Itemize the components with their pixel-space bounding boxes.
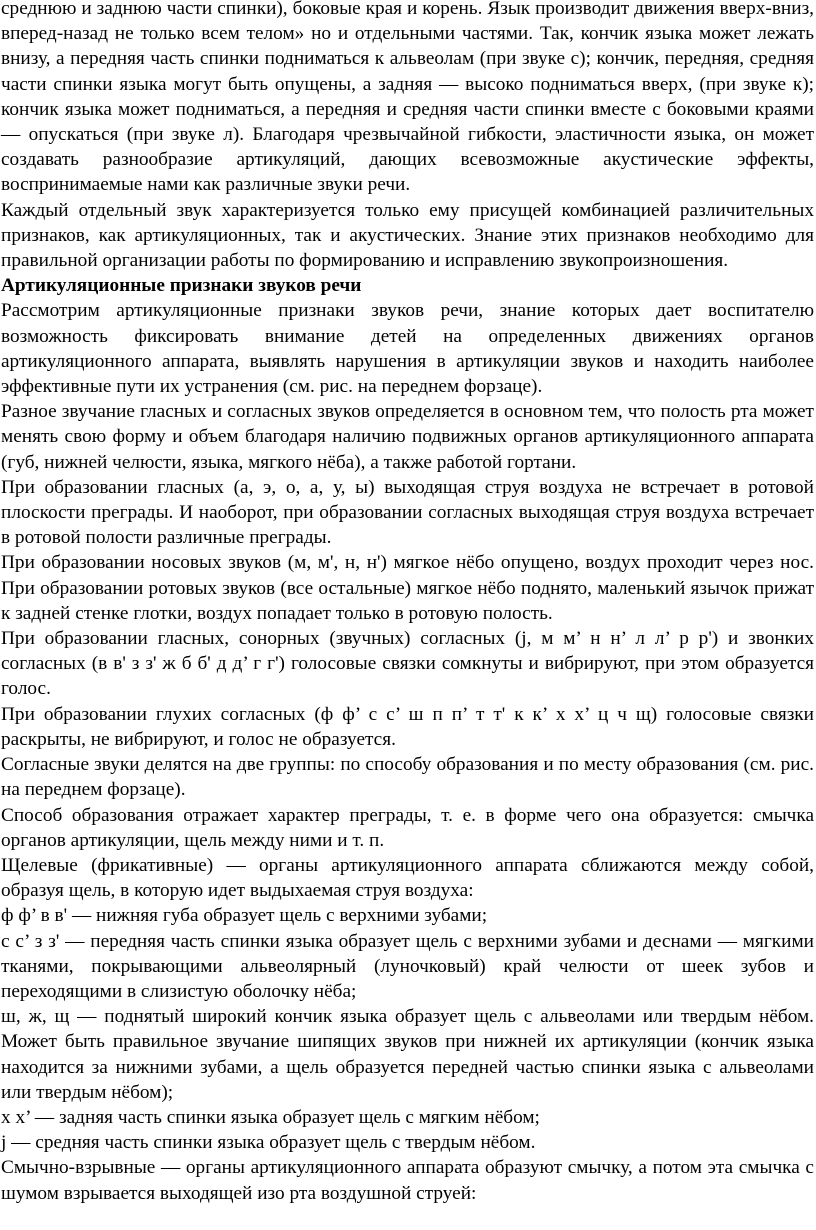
- list-item-velar: х х’ — задняя часть спинки языка образует щель с мягким нёбом;: [1, 1106, 540, 1128]
- list-item-dental: с с’ з з' — передняя часть спинки языка образует щель с верхними зубами и деснами — мягкими тканями, покрывающими альвеолярный (луночковый) край челюсти от шеек зубов и переходящими в слизистую оболочку нёба;: [1, 930, 814, 1002]
- paragraph-sound-features: Каждый отдельный звук характеризуется только ему присущей комбинацией различительных признаков, как артикуляционных, так и акустических. Знание этих признаков необходимо для правильной организации работы по формированию и исправлению звукопроизношения.: [1, 199, 814, 272]
- paragraph-voiced-sounds: При образовании гласных, сонорных (звучных) согласных (j, м м’ н н’ л л’ р р') и звонких согласных (в в' з з' ж б б' д д’ г г') голосовые связки сомкнуты и вибрируют, при этом образуется голос.: [1, 628, 814, 700]
- paragraph-fricatives: Щелевые (фрикативные) — органы артикуляционного аппарата сближаются между собой, образуя щель, в которую идет выдыхаемая струя воздуха:: [1, 854, 814, 902]
- list-item-labiodental: ф ф’ в в' — нижняя губа образует щель с верхними зубами;: [1, 905, 488, 927]
- paragraph-consonant-groups: Согласные звуки делятся на две группы: по способу образования и по месту образования (см. рис. на переднем форзаце).: [1, 754, 814, 801]
- paragraph-formation-method: Способ образования отражает характер преграды, т. е. в форме чего она образуется: смычка органов артикуляции, щель между ними и т. п.: [1, 804, 814, 851]
- list-item-palatal: j — средняя часть спинки языка образует щель с твердым нёбом.: [1, 1132, 536, 1154]
- paragraph-voiceless-sounds: При образовании глухих согласных (ф ф’ с с’ ш п п’ т т' к к’ х х’ ц ч щ) голосовые связки раскрыты, не вибрируют, и голос не образуется.: [1, 703, 814, 750]
- section-heading: Артикуляционные признаки звуков речи: [1, 275, 362, 297]
- paragraph-nasal-sounds: При образовании носовых звуков (м, м', н, н') мягкое нёбо опущено, воздух проходит через нос. При образовании ротовых звуков (все остальные) мягкое нёбо поднято, маленький язычок прижат к задней стенке глотки, воздух попадает только в ротовую полость.: [1, 552, 814, 624]
- paragraph-tongue-movements: среднюю и заднюю части спинки), боковые края и корень. Язык производит движения вверх-вниз, вперед-назад не только всем телом» но и отдельными частями. Так, кончик языка может лежать внизу, а передняя часть спинки подниматься к альвеолам (при звуке с); кончик, передняя, средняя части спинки языка могут быть опущены, а задняя — высоко подниматься вверх, (при звуке к); кончик языка может подниматься, а передняя и средняя части спинки вместе с боковыми краями — опускаться (при звуке л). Благодаря чрезвычайной гибкости, эластичности языка, он может создавать разнообразие артикуляций, дающих всевозможные акустические эффекты, воспринимаемые нами как различные звуки речи.: [1, 0, 814, 196]
- paragraph-vowel-formation: При образовании гласных (а, э, о, а, у, ы) выходящая струя воздуха не встречает в ротовой плоскости преграды. И наоборот, при образовании согласных выходящая струя воздуха встречает в ротовой полости различные преграды.: [1, 476, 814, 549]
- paragraph-articulation-intro: Рассмотрим артикуляционные признаки звуков речи, знание которых дает воспитателю возможность фиксировать внимание детей на определенных движениях органов артикуляционного аппарата, выявлять нарушения в артикуляции звуков и находить наиболее эффективные пути их устранения (см. рис. на переднем форзаце).: [1, 300, 814, 398]
- paragraph-plosives: Смычно-взрывные — органы артикуляционного аппарата образуют смычку, а потом эта смычка с шумом взрывается выходящей изо рта воздушной струей:: [1, 1157, 814, 1204]
- list-item-sibilants: ш, ж, щ — поднятый широкий кончик языка образует щель с альвеолами или твердым нёбом. Может быть правильное звучание шипящих звуков при нижней их артикуляции (кончик языка находится за нижними зубами, а щель образуется передней частью спинки языка с альвеолами или твердым нёбом);: [1, 1006, 814, 1103]
- paragraph-vowels-consonants: Разное звучание гласных и согласных звуков определяется в основном тем, что полость рта может менять свою форму и объем благодаря наличию подвижных органов артикуляционного аппарата (губ, нижней челюсти, языка, мягкого нёба), а также работой гортани.: [1, 401, 814, 473]
